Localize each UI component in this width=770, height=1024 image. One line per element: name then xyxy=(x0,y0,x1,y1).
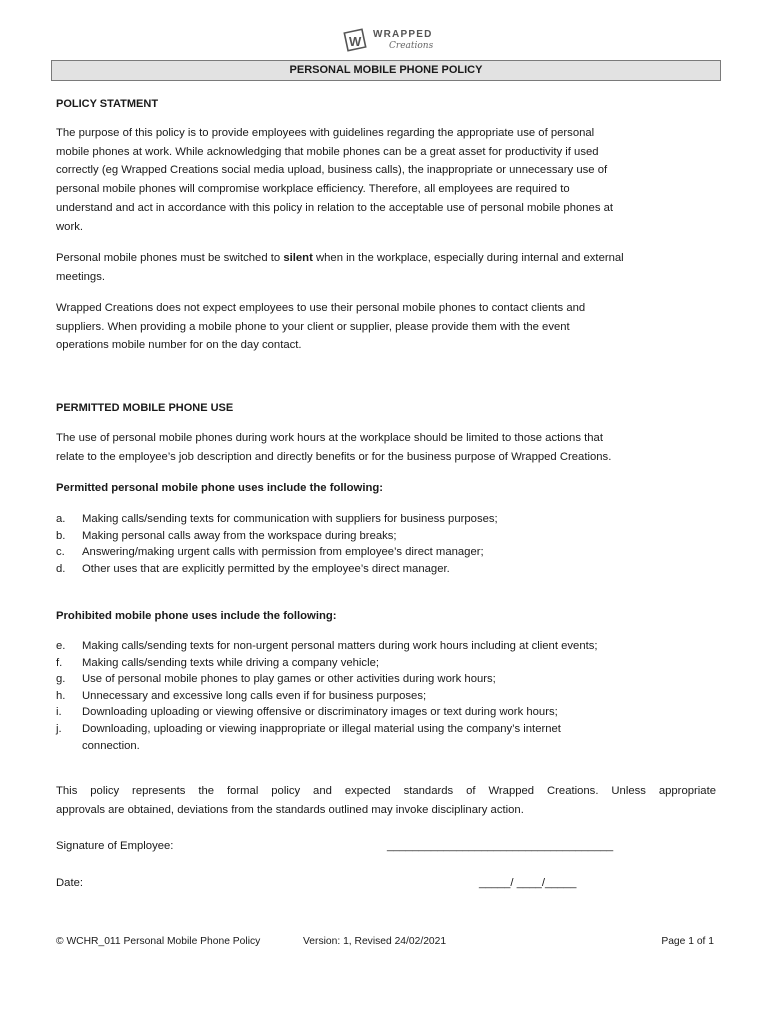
signature-label: Signature of Employee: xyxy=(56,840,174,852)
permitted-uses-subheading: Permitted personal mobile phone uses include the following: xyxy=(56,482,384,494)
logo-script: Creations xyxy=(389,41,434,51)
list-item: i. Downloading uploading or viewing offensive or discriminatory images or text during work hours; xyxy=(56,706,558,719)
page-title: PERSONAL MOBILE PHONE POLICY xyxy=(51,60,721,81)
footer-document-id: © WCHR_011 Personal Mobile Phone Policy xyxy=(56,936,261,947)
list-item: j. Downloading, uploading or viewing inappropriate or illegal material using the company’s internet connection. xyxy=(56,722,561,752)
list-item: b. Making personal calls away from the workspace during breaks; xyxy=(56,529,397,542)
policy-statement-paragraph-2: Personal mobile phones must be switched to silent when in the workplace, especially during internal and external meetings. xyxy=(56,252,624,283)
list-item: h. Unnecessary and excessive long calls even if for business purposes; xyxy=(56,689,427,702)
footer-version: Version: 1, Revised 24/02/2021 xyxy=(303,936,447,947)
permitted-use-heading: PERMITTED MOBILE PHONE USE xyxy=(56,402,234,414)
list-item: f. Making calls/sending texts while driving a company vehicle; xyxy=(56,656,380,669)
list-item: g. Use of personal mobile phones to play games or other activities during work hours; xyxy=(56,673,496,686)
signature-row xyxy=(56,840,716,852)
prohibited-uses-subheading: Prohibited mobile phone uses include the following: xyxy=(56,610,337,622)
date-row xyxy=(56,877,716,889)
policy-statement-heading: POLICY STATMENT xyxy=(56,98,159,110)
date-label: Date: xyxy=(56,877,84,889)
closing-paragraph: This policy represents the formal policy and expected standards of Wrapped Creations. Unless appropriate approvals are obtained, deviations from the standards outlined may invoke disciplinary action. xyxy=(56,785,716,816)
prohibited-uses-list xyxy=(56,638,716,754)
policy-statement-paragraph-3: Wrapped Creations does not expect employees to use their personal mobile phones to contact clients and suppliers. When providing a mobile phone to your client or supplier, please provide them with the event operations mobile number for on the day contact. xyxy=(56,302,586,352)
list-item: e. Making calls/sending texts for non-urgent personal matters during work hours including at client events; xyxy=(56,640,598,652)
date-field[interactable]: _____/ ____/_____ xyxy=(479,877,577,889)
signature-field[interactable]: ____________________________________ xyxy=(387,840,614,852)
footer-page-number: Page 1 of 1 xyxy=(661,936,714,947)
list-item: c. Answering/making urgent calls with permission from employee’s direct manager; xyxy=(56,546,484,559)
svg-text:W: W xyxy=(349,34,362,49)
company-logo xyxy=(343,26,463,56)
policy-statement-paragraph-1: The purpose of this policy is to provide employees with guidelines regarding the appropriate use of personal mobile phones at work. While acknowledging that mobile phones can be a great asset for productivity if used correctly (eg Wrapped Creations social media upload, business calls), the inappropriate or unnecessary use of personal mobile phones will compromise workplace efficiency. Therefore, all employees are required to understand and act in accordance with this policy in relation to the acceptable use of personal mobile phones at work. xyxy=(56,127,614,233)
logo-wordmark: WRAPPED xyxy=(373,29,433,40)
permitted-uses-list xyxy=(56,511,716,577)
page-footer xyxy=(56,936,716,947)
list-item: a. Making calls/sending texts for communication with suppliers for business purposes; xyxy=(56,513,498,525)
silent-emphasis: silent xyxy=(283,252,313,264)
permitted-use-intro: The use of personal mobile phones during work hours at the workplace should be limited to those actions that relate to the employee’s job description and directly benefits or for the business purpose of Wrapped Creations. xyxy=(56,432,612,463)
wrapped-creations-logo-icon xyxy=(343,28,369,54)
list-item: d. Other uses that are explicitly permitted by the employee’s direct manager. xyxy=(56,562,450,575)
